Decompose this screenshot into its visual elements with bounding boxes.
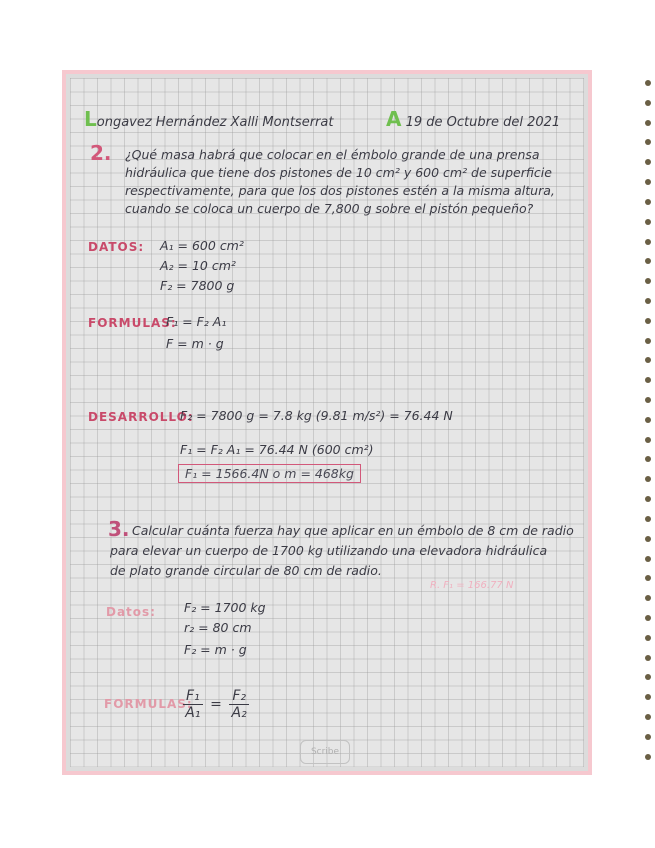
fraction-right-numerator: F₂ [229,688,249,705]
formula-1: F₁ = F₂ A₁ [166,314,227,329]
problem3-number [108,517,130,541]
fraction-left-numerator: F₁ [183,688,203,705]
problem2-number-text: 2. [90,141,112,165]
date-initial: A [386,107,402,131]
problem3-formulas-label: FORMULAS: [104,697,193,711]
formulas-label: FORMULAS: [88,316,177,330]
fraction-left-denominator: A₁ [185,705,201,721]
name-text: ongavez Hernández Xalli Montserrat [96,115,334,130]
problem3-datos-item-3: F₂ = m · g [184,642,247,657]
datos-item-1: A₁ = 600 cm² [160,238,244,253]
formula-2: F = m · g [166,336,224,351]
date-text: 19 de Octubre del 2021 [405,115,561,130]
problem2-number [90,141,112,165]
student-name [84,107,333,131]
datos-item-3: F₂ = 7800 g [160,278,235,293]
problem2-line-4: cuando se coloca un cuerpo de 7,800 g sobre el pistón pequeño? [125,201,534,216]
problem3-formula [180,688,252,721]
problem2-line-1: ¿Qué masa habrá que colocar en el émbolo grande de una prensa [125,147,540,162]
fraction-right-denominator: A₂ [231,705,247,721]
problem3-datos-item-2: r₂ = 80 cm [184,620,252,635]
desarrollo-line-1: F₂ = 7800 g = 7.8 kg (9.81 m/s²) = 76.44 N [180,408,453,423]
problem2-line-2: hidráulica que tiene dos pistones de 10 cm² y 600 cm² de superficie [125,165,552,180]
result-box: F₁ = 1566.4N o m = 468kg [178,464,361,483]
fraction-left [183,688,203,721]
answer-note: R. F₁ = 166.77 N [430,580,514,591]
problem3-line-2: para elevar un cuerpo de 1700 kg utilizando una elevadora hidráulica [110,543,548,558]
datos-label: DATOS: [88,240,145,254]
fraction-right [229,688,249,721]
notebook-spiral [645,80,655,760]
formula-equals: = [210,696,222,713]
problem3-line-1: Calcular cuánta fuerza hay que aplicar en un émbolo de 8 cm de radio [132,523,574,538]
problem3-number-text: 3. [108,517,130,541]
desarrollo-label: DESARROLLO: [88,410,194,424]
problem3-datos-item-1: F₂ = 1700 kg [184,600,266,615]
name-initial: L [84,107,97,131]
notebook-logo: Scribe [300,740,350,764]
datos-item-2: A₂ = 10 cm² [160,258,236,273]
problem3-line-3: de plato grande circular de 80 cm de radio. [110,563,382,578]
problem2-line-3: respectivamente, para que los dos pistones estén a la misma altura, [125,183,555,198]
desarrollo-line-2: F₁ = F₂ A₁ = 76.44 N (600 cm²) [180,442,374,457]
problem3-datos-label: Datos: [106,605,156,619]
header-date [386,107,560,131]
